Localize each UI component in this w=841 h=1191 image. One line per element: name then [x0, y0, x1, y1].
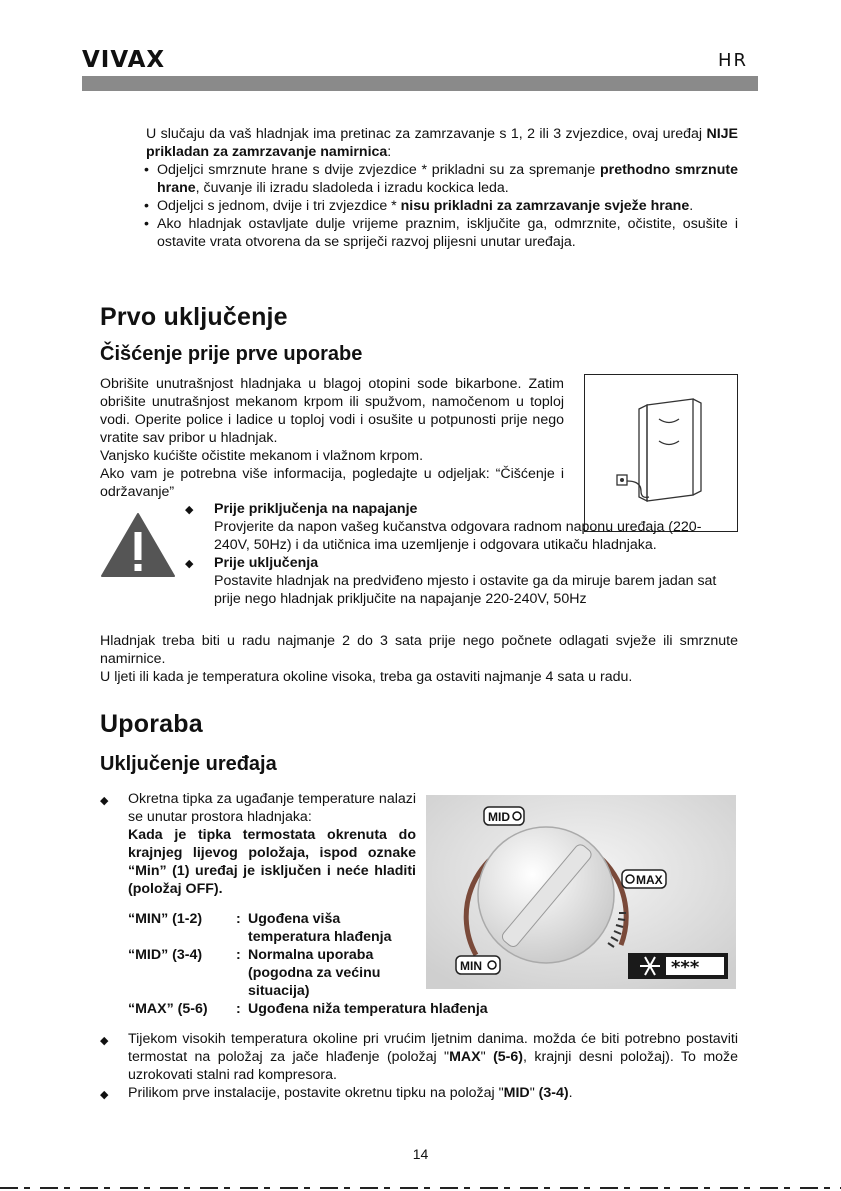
brand-logo: VIVAX — [82, 47, 166, 73]
star-rating: *** — [671, 957, 700, 978]
diamond-bullet-icon: ◆ — [185, 558, 194, 570]
diamond-bullet-icon: ◆ — [100, 795, 109, 807]
subsection-title-switch-on: Uključenje uređaja — [100, 753, 277, 775]
page-number: 14 — [412, 1146, 429, 1162]
footer-line — [0, 1187, 841, 1189]
subsection-title-cleaning: Čišćenje prije prve uporabe — [100, 343, 363, 365]
intro-paragraph: U slučaju da vaš hladnjak ima pretinac za zamrzavanje s 1, 2 ili 3 zvjezdice, ovaj uređaj NIJE prikladan za zamrzavanje namirnica: — [146, 126, 738, 160]
header-bar — [82, 76, 758, 91]
thermostat-off-note: Kada je tipka termostata okrenuta do krajnjeg lijevog položaja, ispod oznake “Min” (1) uređaj je isključen i neće hladiti (položaj OFF). — [128, 827, 416, 897]
section-title-usage: Uporaba — [100, 710, 203, 738]
usage-notes — [100, 1030, 738, 1102]
knob-label-max: MAX — [636, 873, 663, 887]
paragraph: U ljeti ili kada je temperatura okoline visoka, treba ga ostaviti najmanje 4 sata u radu. — [100, 669, 633, 685]
paragraph: Hladnjak treba biti u radu najmanje 2 do 3 sata prije nego počnete odlagati svježe ili smrznute namirnice. — [100, 633, 738, 667]
list-item: • Odjeljci smrznute hrane s dvije zvjezdice * prikladni su za spremanje prethodno smrznute hrane, čuvanje ili izradu sladoleda i izradu kockica leda. — [146, 161, 738, 197]
warning-icon — [100, 512, 176, 578]
paragraph: Ako vam je potrebna više informacija, pogledajte u odjeljak: “Čišćenje i održavanje” — [100, 466, 564, 500]
list-item: • Odjeljci s jednom, dvije i tri zvjezdice * nisu prikladni za zamrzavanje svježe hrane. — [146, 197, 738, 215]
list-item: ◆ Tijekom visokih temperatura okoline pri vrućim ljetnim danima. možda će biti potrebno postaviti termostat na položaj za jače hlađenje (položaj "MAX" (5-6), krajnji desni položaj). To može uzrokovati stalni rad kompresora. — [100, 1031, 739, 1083]
mode-row: “MIN” (1-2) : Ugođena viša temperatura hlađenja — [128, 911, 392, 945]
diamond-bullet-icon: ◆ — [100, 1035, 109, 1047]
thermostat-knob-photo — [426, 795, 736, 989]
cleaning-text — [100, 375, 564, 501]
list-item: ◆ Prije priključenja na napajanje Provjerite da napon vašeg kučanstva odgovara radnom naponu uređaja (220-240V, 50Hz) i da utičnica ima uzemljenje i odgovara utikaču hladnjaka. — [185, 501, 702, 553]
diamond-bullet-icon: ◆ — [100, 1089, 109, 1101]
list-item: ◆ Okretna tipka za ugađanje temperature nalazi se unutar prostora hladnjaka: Kada je tipka termostata okrenuta do krajnjeg lijevog položaja, ispod oznake “Min” (1) uređaj je isključen i neće hladiti (položaj OFF). — [100, 791, 416, 897]
thermostat-text — [100, 790, 416, 898]
run-time-text — [100, 632, 738, 686]
intro-block — [146, 125, 738, 251]
mode-row: “MID” (3-4) : Normalna uporaba (pogodna za većinu situacija) — [128, 947, 381, 999]
paragraph: Obrišite unutrašnjost hladnjaka u blagoj otopini sode bikarbone. Zatim obrišite unutrašnjost mekanom krpom ili spužvom, namočenom u toploj vodi. Operite police i ladice u toploj vodi i osušite u potpunosti prije nego vratite sav pribor u hladnjak. — [100, 376, 564, 446]
section-title-first-use: Prvo uključenje — [100, 303, 288, 331]
list-item: ◆ Prilikom prve instalacije, postavite okretnu tipku na položaj "MID" (3-4). — [100, 1084, 738, 1102]
diamond-bullet-icon: ◆ — [185, 504, 194, 516]
power-notes — [182, 500, 722, 608]
knob-label-mid: MID — [488, 810, 510, 824]
mode-row: “MAX” (5-6) : Ugođena niža temperatura hlađenja — [128, 1001, 488, 1017]
intro-list — [146, 161, 738, 251]
language-code: HR — [718, 50, 749, 71]
knob-label-min: MIN — [460, 959, 482, 973]
paragraph: Vanjsko kućište očistite mekanom i vlažnom krpom. — [100, 448, 424, 464]
list-item: • Ako hladnjak ostavljate dulje vrijeme praznim, isključite ga, odmrznite, očistite, osušite i ostavite vrata otvorena da se spriječi razvoj plijesni unutar uređaja. — [146, 215, 738, 251]
list-item: ◆ Prije uključenja Postavite hladnjak na predviđeno mjesto i ostavite ga da miruje barem jadan sat prije nego hladnjak priključite na napajanje 220-240V, 50Hz — [185, 555, 717, 607]
